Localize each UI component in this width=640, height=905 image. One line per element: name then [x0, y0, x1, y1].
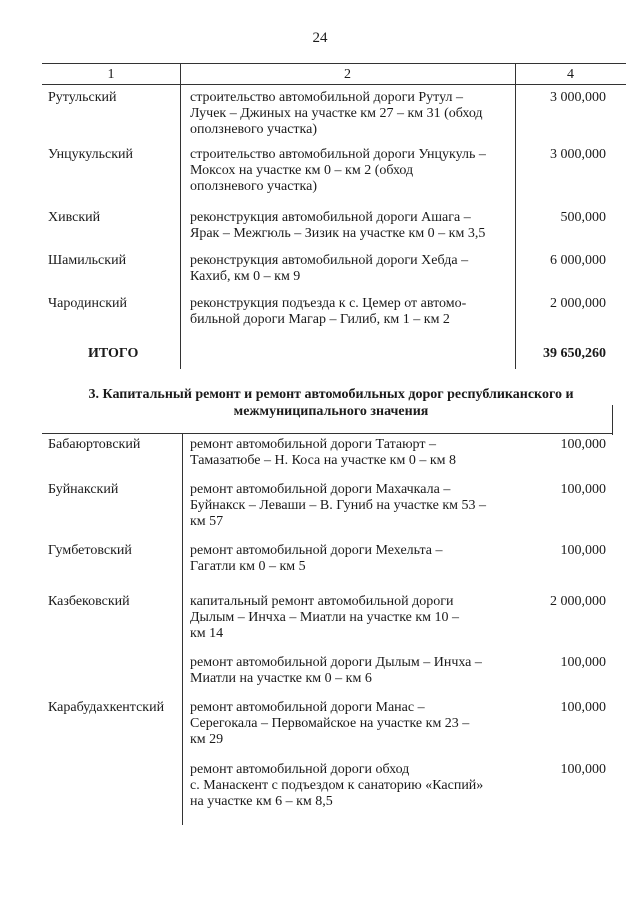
section-title-line: межмуниципального значения: [233, 404, 429, 419]
description-line: бильной дороги Магар – Гилиб, км 1 – км 2: [190, 312, 450, 327]
amount: 100,000: [560, 700, 606, 715]
district-name: Чародинский: [48, 296, 128, 311]
table-top-rule: [42, 63, 626, 64]
description-line: Дылым – Инчха – Миатли на участке км 10 –: [190, 610, 460, 625]
description-line: ремонт автомобильной дороги Манас –: [190, 700, 425, 715]
description-line: Серегокала – Первомайское на участке км 23 –: [190, 716, 470, 731]
district-name: Буйнакский: [48, 482, 119, 497]
description-line: км 57: [190, 514, 224, 529]
district-name: Гумбетовский: [48, 543, 132, 558]
description-line: Буйнакск – Леваши – В. Гуниб на участке км 53 –: [190, 498, 487, 513]
description-line: ремонт автомобильной дороги Мехельта –: [190, 543, 443, 558]
amount: 6 000,000: [550, 253, 606, 268]
district-name: Рутульский: [48, 90, 117, 105]
description-line: оползневого участка): [190, 122, 317, 137]
amount: 100,000: [560, 655, 606, 670]
section-title: [40, 386, 622, 420]
section-title-line: 3. Капитальный ремонт и ремонт автомобильных дорог республиканского и: [88, 387, 574, 402]
work-description: [190, 762, 525, 810]
work-description: [190, 296, 525, 328]
work-description: [190, 700, 525, 748]
work-description: [190, 253, 525, 285]
work-description: [190, 437, 525, 469]
amount: 3 000,000: [550, 90, 606, 105]
work-description: [190, 147, 525, 195]
description-line: км 14: [190, 626, 224, 641]
column-divider-top-1: [180, 63, 181, 369]
amount: 100,000: [560, 543, 606, 558]
district-name: Шамильский: [48, 253, 127, 268]
column-divider-bottom-1: [182, 433, 183, 825]
section-rule: [42, 433, 612, 434]
work-description: [190, 655, 525, 687]
description-line: строительство автомобильной дороги Рутул –: [190, 90, 463, 105]
description-line: реконструкция автомобильной дороги Ашага –: [190, 210, 471, 225]
district-name: Унцукульский: [48, 147, 134, 162]
description-line: Кахиб, км 0 – км 9: [190, 269, 301, 284]
description-line: реконструкция подъезда к с. Цемер от автомо-: [190, 296, 467, 311]
description-line: Тамазатюбе – Н. Коса на участке км 0 – км 8: [190, 453, 456, 468]
description-line: реконструкция автомобильной дороги Хебда –: [190, 253, 469, 268]
header-col-1: 1: [107, 67, 115, 82]
work-description: [190, 482, 525, 530]
district-name: Хивский: [48, 210, 101, 225]
work-description: [190, 594, 525, 642]
description-line: ремонт автомобильной дороги Татаюрт –: [190, 437, 436, 452]
amount: 3 000,000: [550, 147, 606, 162]
description-line: Миатли на участке км 0 – км 6: [190, 671, 372, 686]
district-name: Карабудахкентский: [48, 700, 165, 715]
description-line: на участке км 6 – км 8,5: [190, 794, 333, 809]
district-name: Казбековский: [48, 594, 130, 609]
description-line: ремонт автомобильной дороги Дылым – Инчха –: [190, 655, 482, 670]
description-line: Гагатли км 0 – км 5: [190, 559, 306, 574]
amount: 100,000: [560, 482, 606, 497]
work-description: [190, 90, 525, 138]
work-description: [190, 543, 525, 575]
amount: 2 000,000: [550, 594, 606, 609]
description-line: ремонт автомобильной дороги обход: [190, 762, 410, 777]
description-line: ремонт автомобильной дороги Махачкала –: [190, 482, 451, 497]
amount: 100,000: [560, 437, 606, 452]
page-number: 24: [312, 30, 328, 46]
total-amount: 39 650,260: [543, 346, 606, 361]
description-line: строительство автомобильной дороги Унцукуль –: [190, 147, 486, 162]
amount: 2 000,000: [550, 296, 606, 311]
description-line: капитальный ремонт автомобильной дороги: [190, 594, 454, 609]
description-line: оползневого участка): [190, 179, 317, 194]
total-label: ИТОГО: [88, 346, 139, 361]
amount: 100,000: [560, 762, 606, 777]
amount: 500,000: [560, 210, 606, 225]
description-line: км 29: [190, 732, 224, 747]
work-description: [190, 210, 525, 242]
description-line: Лучек – Джиных на участке км 27 – км 31 (обход: [190, 106, 483, 121]
header-col-2: 2: [344, 67, 351, 82]
description-line: Моксох на участке км 0 – км 2 (обход: [190, 163, 414, 178]
description-line: с. Манаскент с подъездом к санаторию «Каспий»: [190, 778, 484, 793]
header-col-4: 4: [567, 67, 574, 82]
table-header-rule: [42, 84, 626, 85]
description-line: Ярак – Межгюль – Зизик на участке км 0 – км 3,5: [190, 226, 486, 241]
district-name: Бабаюртовский: [48, 437, 141, 452]
